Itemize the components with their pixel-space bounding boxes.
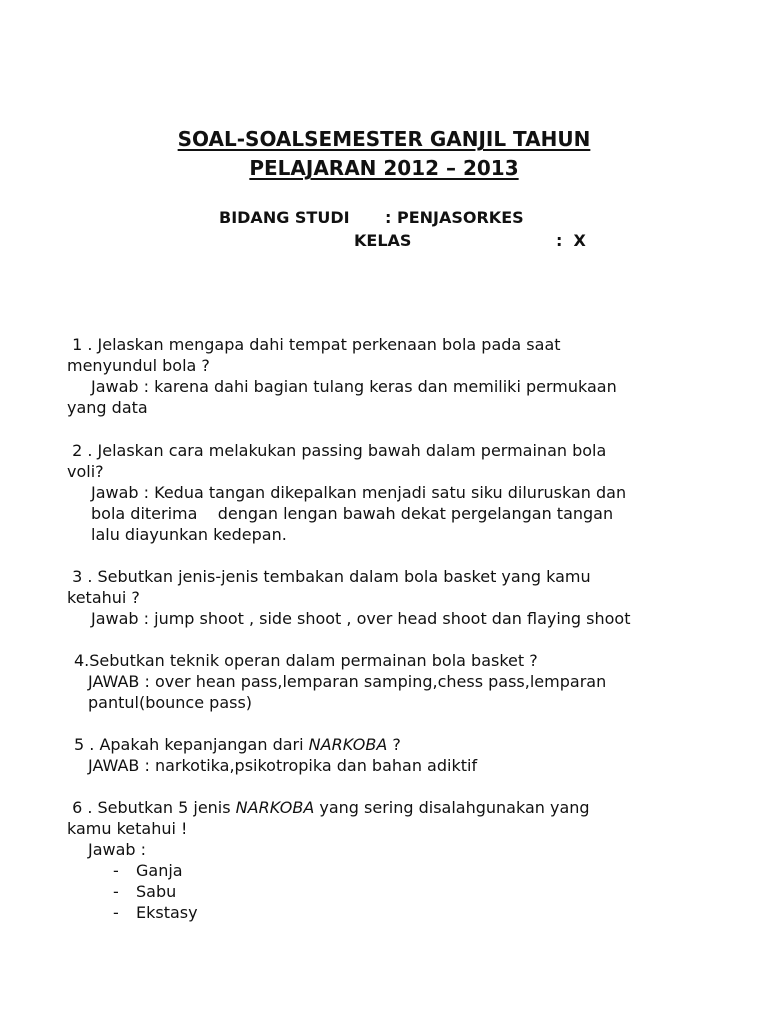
question-prefix: 6 . Sebutkan 5 jenis (67, 798, 236, 817)
answer-text: JAWAB : narkotika,psikotropika dan bahan adiktif (88, 756, 478, 775)
emphasis-term: NARKOBA (308, 735, 388, 754)
class-value: : X (556, 231, 586, 250)
question-text: menyundul bola ? (67, 356, 210, 375)
question-text: ketahui ? (67, 588, 140, 607)
answer-text: Jawab : karena dahi bagian tulang keras dan memiliki permukaan (91, 377, 617, 396)
subject-label: BIDANG STUDI (219, 208, 350, 227)
answer-item-text: Ekstasy (136, 903, 198, 922)
question-text: 2 . Jelaskan cara melakukan passing bawah dalam permainan bola (67, 441, 607, 460)
question-text: 1 . Jelaskan mengapa dahi tempat perkenaan bola pada saat (67, 335, 561, 354)
answer-item-text: Sabu (136, 882, 177, 901)
emphasis-term: NARKOBA (235, 798, 315, 817)
answer-text: bola diterima dengan lengan bawah dekat pergelangan tangan (91, 504, 614, 523)
document-title-line-2: PELAJARAN 2012 – 2013 (249, 156, 519, 180)
answer-text: Jawab : (88, 840, 147, 859)
answer-text: lalu diayunkan kedepan. (91, 525, 287, 544)
question-text: 3 . Sebutkan jenis-jenis tembakan dalam bola basket yang kamu (67, 567, 591, 586)
answer-text: JAWAB : over hean pass,lemparan samping,chess pass,lemparan (88, 672, 607, 691)
class-label: KELAS (354, 231, 412, 250)
dash-bullet-icon: - (113, 903, 119, 922)
answer-text: yang data (67, 398, 148, 417)
dash-bullet-icon: - (113, 861, 119, 880)
question-text (67, 797, 590, 818)
question-text (74, 734, 401, 755)
answer-text: Jawab : jump shoot , side shoot , over head shoot dan flaying shoot (91, 609, 631, 628)
question-text: kamu ketahui ! (67, 819, 188, 838)
question-text: voli? (67, 462, 104, 481)
subject-value: : PENJASORKES (385, 208, 524, 227)
question-text: 4.Sebutkan teknik operan dalam permainan bola basket ? (74, 651, 538, 670)
question-prefix: 5 . Apakah kepanjangan dari (74, 735, 309, 754)
answer-item-text: Ganja (136, 861, 183, 880)
answer-text: Jawab : Kedua tangan dikepalkan menjadi satu siku diluruskan dan (91, 483, 627, 502)
question-suffix: ? (387, 735, 401, 754)
dash-bullet-icon: - (113, 882, 119, 901)
answer-text: pantul(bounce pass) (88, 693, 253, 712)
document-title-line-1: SOAL-SOALSEMESTER GANJIL TAHUN (177, 127, 591, 151)
question-suffix: yang sering disalahgunakan yang (314, 798, 590, 817)
